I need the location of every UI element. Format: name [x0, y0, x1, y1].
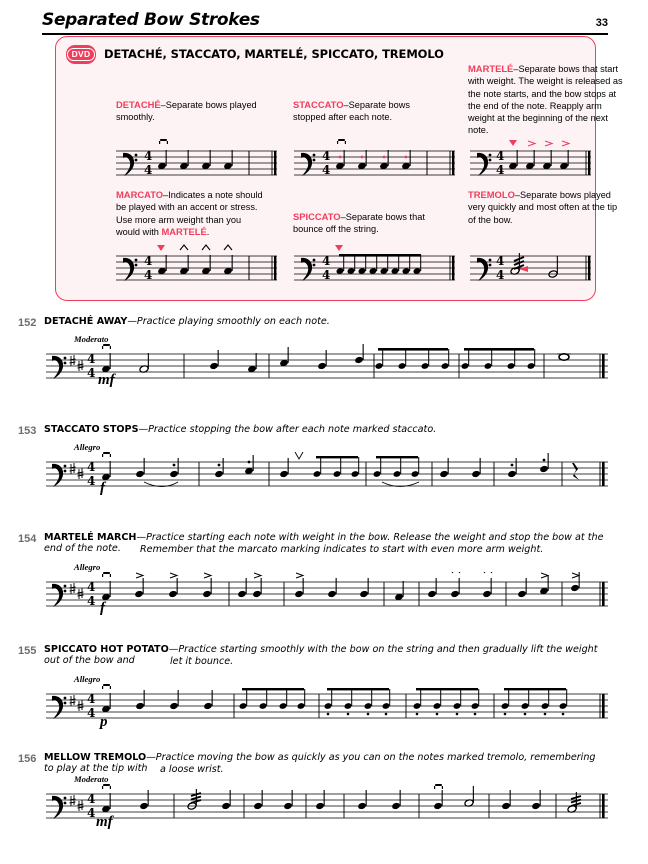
tempo-marking: Allegro — [74, 442, 101, 452]
exercise-title-dash: — — [127, 316, 137, 327]
example-staff-tremolo — [468, 242, 593, 297]
dvd-badge-icon — [66, 45, 96, 64]
page-number: 33 — [595, 17, 608, 29]
term-staccato: STACCATO — [293, 99, 344, 110]
exercise-title-line2 — [160, 764, 610, 775]
definition-staccato — [293, 99, 443, 124]
dynamic-marking: p — [100, 714, 108, 730]
text-martele: Separate bows that start with weight. The weight is released as the note starts, and the bow stops at the end of the note. Reapply arm weight at the beginning of the next note. — [468, 64, 623, 135]
exercise-title-bold: DETACHÉ AWAY — [44, 316, 128, 327]
term-tremolo: TREMOLO — [468, 189, 515, 200]
svg-text:4: 4 — [87, 594, 96, 608]
exercise-staff — [44, 452, 610, 504]
example-staff-marcato — [114, 242, 279, 292]
exercise-title-bold: MARTELÉ MARCH — [44, 532, 137, 543]
text-marcato: Indicates a note should be played with an accent or stress. Use more arm weight than you would with — [116, 190, 263, 237]
svg-text:4: 4 — [322, 149, 331, 163]
tempo-marking: Moderato — [74, 334, 109, 344]
dynamic-marking: mf — [96, 814, 113, 830]
exercise-title-bold: SPICCATO HOT POTATO — [44, 644, 169, 655]
text-spiccato: Separate bows that bounce off the string. — [293, 212, 425, 235]
exercise-number: 153 — [18, 425, 37, 437]
exercise-title-italic: Practice moving the bow as quickly as you can on the notes marked tremolo, remembering to play at the tip with — [44, 752, 596, 774]
exercise-staff — [44, 344, 610, 396]
dvd-badge-label: DVD — [67, 48, 96, 61]
exercise-title — [44, 316, 604, 327]
exercise-title-italic: Practice stopping the bow after each note marked staccato. — [148, 424, 437, 435]
exercise-title-line2 — [140, 544, 610, 555]
tempo-marking: Allegro — [74, 674, 101, 684]
definition-marcato — [116, 189, 266, 238]
svg-text:4: 4 — [144, 268, 153, 282]
svg-text:4: 4 — [322, 163, 331, 177]
definition-tremolo — [468, 189, 623, 226]
svg-text:4: 4 — [496, 268, 505, 282]
exercise-number: 155 — [18, 645, 37, 657]
dash-martele: – — [513, 64, 519, 74]
svg-text:4: 4 — [144, 163, 153, 177]
exercise-title-line2 — [170, 656, 610, 667]
exercise-number: 156 — [18, 753, 37, 765]
svg-text:4: 4 — [322, 268, 331, 282]
svg-text:4: 4 — [144, 254, 153, 268]
exercise-number: 154 — [18, 533, 37, 545]
example-staff-staccato — [292, 137, 457, 187]
dash-spiccato: – — [340, 212, 346, 222]
exercise-title-italic-2: a loose wrist. — [160, 764, 224, 775]
exercise-title-bold: STACCATO STOPS — [44, 424, 139, 435]
dynamic-marking: f — [100, 480, 105, 496]
svg-text:4: 4 — [87, 692, 96, 706]
term-spiccato: SPICCATO — [293, 211, 341, 222]
definition-box-title: DETACHÉ, STACCATO, MARTELÉ, SPICCATO, TREMOLO — [104, 47, 444, 61]
tempo-marking: Allegro — [74, 562, 101, 572]
svg-text:4: 4 — [496, 163, 505, 177]
text-marcato-martele: MARTELÉ — [161, 225, 207, 237]
term-detache: DETACHÉ — [116, 99, 161, 110]
svg-text:4: 4 — [87, 460, 96, 474]
exercise-title-dash: — — [136, 532, 147, 543]
svg-text:4: 4 — [496, 149, 505, 163]
tempo-marking: Moderato — [74, 774, 109, 784]
exercise-title-dash: — — [146, 752, 156, 763]
term-martele: MARTELÉ — [468, 63, 514, 74]
dash-marcato: – — [163, 190, 169, 200]
exercise-title-dash: — — [168, 644, 179, 655]
svg-text:4: 4 — [144, 149, 153, 163]
exercise-number: 152 — [18, 317, 37, 329]
svg-text:4: 4 — [87, 474, 96, 488]
svg-text:4: 4 — [87, 352, 96, 366]
exercise-staff — [44, 684, 610, 736]
example-staff-martele — [468, 137, 593, 187]
svg-text:4: 4 — [322, 254, 331, 268]
term-marcato: MARCATO — [116, 189, 164, 200]
dash-staccato: – — [343, 100, 349, 110]
definition-detache — [116, 99, 261, 124]
dynamic-marking: f — [100, 600, 105, 616]
exercise-title-dash: — — [138, 424, 149, 435]
dash-tremolo: – — [514, 190, 520, 200]
page-header — [42, 10, 608, 35]
exercise-title-italic: Practice starting each note with weight in the bow. Release the weight and stop the bow at the end of the note. — [44, 532, 604, 554]
svg-text:4: 4 — [496, 254, 505, 268]
svg-text:4: 4 — [87, 706, 96, 720]
exercise-title-bold: MELLOW TREMOLO — [44, 752, 147, 763]
exercise-title — [44, 424, 604, 435]
exercise-staff — [44, 784, 610, 836]
exercise-title-italic: Practice playing smoothly on each note. — [136, 316, 330, 327]
example-staff-detache — [114, 137, 279, 187]
definition-martele — [468, 63, 628, 136]
dash-detache: – — [160, 100, 166, 110]
example-staff-spiccato — [292, 242, 457, 292]
text-tremolo: Separate bows played very quickly and most often at the tip of the bow. — [468, 190, 618, 225]
text-marcato-period: . — [206, 226, 210, 237]
svg-text:4: 4 — [87, 580, 96, 594]
svg-text:4: 4 — [87, 792, 96, 806]
page-title: Separated Bow Strokes — [42, 10, 260, 30]
definition-box — [55, 36, 623, 301]
dynamic-marking: mf — [98, 372, 115, 388]
svg-text:4: 4 — [87, 806, 96, 820]
exercise-staff — [44, 572, 610, 624]
exercise-title-italic: Practice starting smoothly with the bow on the string and then gradually lift the weight out of the bow and — [44, 644, 598, 666]
exercise-title-italic-2: Remember that the marcato marking indicates to start with even more arm weight. — [140, 544, 544, 555]
exercise-title-italic-2: let it bounce. — [170, 656, 234, 667]
svg-text:4: 4 — [87, 366, 96, 380]
text-detache: Separate bows played smoothly. — [116, 100, 257, 123]
text-staccato: Separate bows stopped after each note. — [293, 100, 410, 123]
definition-spiccato — [293, 211, 443, 236]
